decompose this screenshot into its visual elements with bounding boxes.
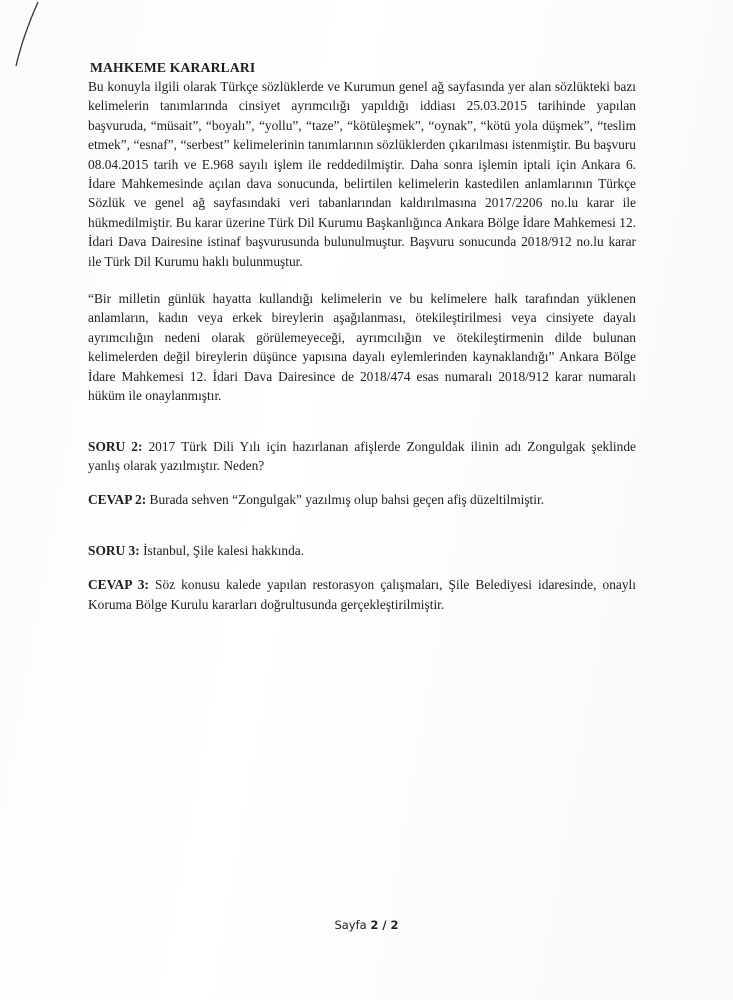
question-3	[88, 541, 636, 560]
question-3-label: SORU 3:	[88, 542, 140, 558]
paragraph-court-quote: “Bir milletin günlük hayatta kullandığı kelimelerin ve bu kelimelere halk tarafından yüklenen anlamların, kadın veya erkek bireylerin aşağılanması, ötekileştirilmesi veya cinsiyete dayalı ayrımcılığın nedeni olarak görülemeyeceği, ayrımcılığın ve ötekileştirmenin dilde bulunan kelimelerden değil bireylerin düşünce yapısına dayalı eylemlerinden kaynaklandığı” Ankara Bölge İdare Mahkemesi 12. İdari Dava Dairesince de 2018/474 esas numaralı 2018/912 karar numaralı hüküm ile onaylanmıştır.	[88, 291, 636, 404]
paragraph-court-case: Bu konuyla ilgili olarak Türkçe sözlüklerde ve Kurumun genel ağ sayfasında yer alan sözlükteki bazı kelimelerin tanımlarında cinsiyet ayrımcılığı yapıldığı iddiası 25.03.2015 tarihinde yapılan başvuruda, “müsait”, “boyalı”, “yollu”, “taze”, “kötüleşmek”, “oynak”, “kötü yola düşmek”, “teslim etmek”, “esnaf”, “serbest” kelimelerinin tanımlarının sözlüklerden çıkarılması istenmiştir. Bu başvuru 08.04.2015 tarih ve E.968 sayılı işlem ile reddedilmiştir. Daha sonra işlemin iptali için Ankara 6. İdare Mahkemesinde açılan dava sonucunda, belirtilen kelimelerin kastedilen anlamlarının Türkçe Sözlük ve genel ağ sayfasındaki veri tabanlarından kaldırılmasına 2017/2206 no.lu karar ile hükmedilmiştir. Bu karar üzerine Türk Dil Kurumu Başkanlığınca Ankara Bölge İdare Mahkemesi 12. İdari Dava Dairesine istinaf başvurusunda bulunulmuştur. Başvuru sonucunda 2018/912 no.lu karar ile Türk Dil Kurumu haklı bulunmuştur.	[88, 79, 636, 269]
document-body	[88, 58, 636, 614]
page-number: 2 / 2	[370, 918, 399, 932]
answer-3-label: CEVAP 3:	[88, 577, 149, 593]
page-footer	[0, 918, 733, 932]
question-2-text: 2017 Türk Dili Yılı için hazırlanan afişlerde Zonguldak ilinin adı Zongulgak şeklinde yanlış olarak yazılmıştır. Neden?	[88, 438, 636, 473]
answer-3	[88, 575, 636, 614]
answer-2-label: CEVAP 2:	[88, 492, 147, 508]
pen-stroke-mark	[0, 0, 60, 80]
page-number-prefix: Sayfa	[334, 918, 371, 932]
question-2	[88, 437, 636, 476]
section-heading: MAHKEME KARARLARI	[90, 60, 256, 75]
answer-3-text: Söz konusu kalede yapılan restorasyon çalışmaları, Şile Belediyesi idaresinde, onaylı Koruma Bölge Kurulu kararları doğrultusunda gerçekleştirilmiştir.	[88, 577, 636, 612]
question-2-label: SORU 2:	[88, 438, 143, 454]
answer-2	[88, 490, 636, 509]
answer-2-text: Burada sehven “Zongulgak” yazılmış olup bahsi geçen afiş düzeltilmiştir.	[146, 492, 545, 508]
question-3-text: İstanbul, Şile kalesi hakkında.	[139, 542, 305, 558]
